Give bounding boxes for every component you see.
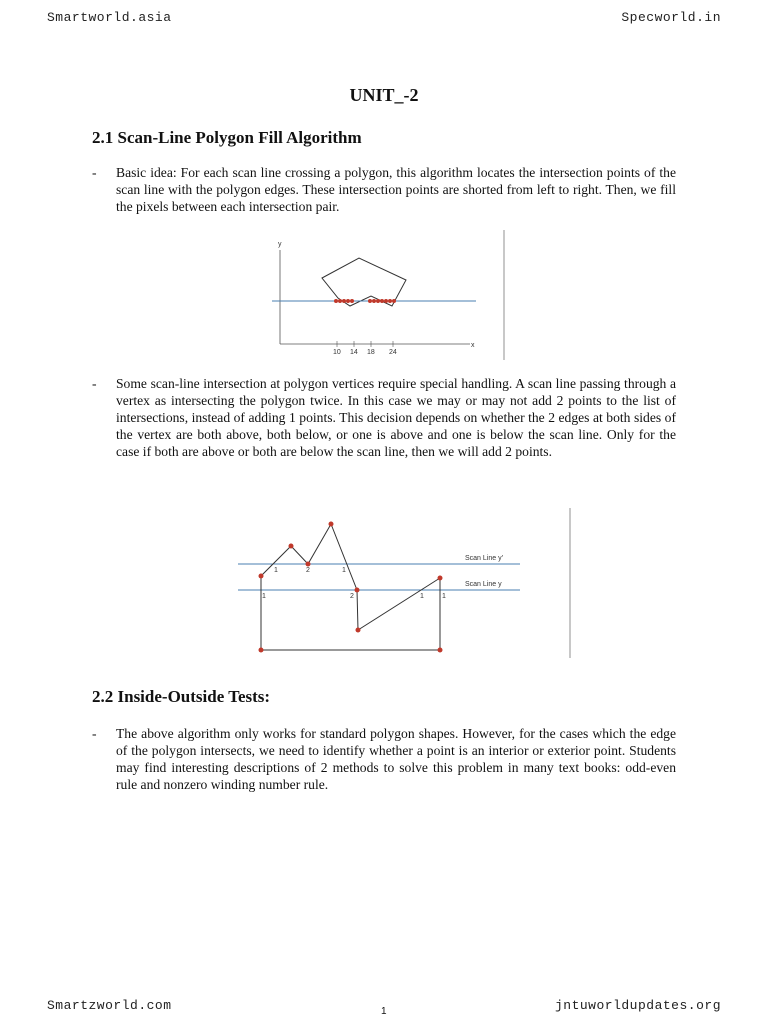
polygon <box>322 258 406 306</box>
scan-line-upper-label: Scan Line y' <box>465 555 503 562</box>
bullet-vertex-handling <box>92 375 676 460</box>
count-upper: 2 <box>306 567 310 574</box>
figure-scan-line-polygon <box>270 230 510 362</box>
footer-left-site: Smartzworld.com <box>47 998 172 1013</box>
section-title-inside-outside: 2.2 Inside-Outside Tests: <box>92 687 271 706</box>
vertex-dots <box>259 522 443 653</box>
bullet-text: Basic idea: For each scan line crossing a polygon, this algorithm locates the intersection points of the scan line with the polygon edges. These intersection points are shorted from left to right. Then, we fill the pixels between each intersection pair. <box>116 165 676 214</box>
section-title-scan-line: 2.1 Scan-Line Polygon Fill Algorithm <box>92 128 362 147</box>
bullet-inside-outside <box>92 725 676 793</box>
figure-vertex-intersections <box>236 506 576 662</box>
unit-title: UNIT_-2 <box>349 85 419 105</box>
x-axis-label: x <box>471 342 475 349</box>
count-lower: 1 <box>420 593 424 600</box>
footer-right-site: jntuworldupdates.org <box>554 998 721 1013</box>
count-upper: 1 <box>342 567 346 574</box>
polygon <box>261 524 440 650</box>
count-upper: 1 <box>274 567 278 574</box>
header-left-site: Smartworld.asia <box>47 10 172 25</box>
count-lower: 1 <box>262 593 266 600</box>
bullet-text: The above algorithm only works for standard polygon shapes. However, for the cases which the edge of the polygon intersects, we need to identify whether a point is an interior or exterior point. Students may find interesting descriptions of 2 methods to solve this problem in many text books: odd-even rule and nonzero winding number rule. <box>116 726 676 792</box>
bullet-dash: - <box>92 376 97 391</box>
y-axis-label: y <box>278 241 282 248</box>
scan-line-lower-label: Scan Line y <box>465 581 502 588</box>
bullet-dash: - <box>92 165 97 180</box>
bullet-basic-idea <box>92 164 676 215</box>
count-lower: 2 <box>350 593 354 600</box>
x-tick-label: 18 <box>367 349 375 356</box>
count-lower: 1 <box>442 593 446 600</box>
x-tick-label: 14 <box>350 349 358 356</box>
page-number: 1 <box>381 1006 387 1017</box>
x-tick-label: 10 <box>333 349 341 356</box>
header-right-site: Specworld.in <box>621 10 721 25</box>
bullet-text: Some scan-line intersection at polygon vertices require special handling. A scan line passing through a vertex as intersecting the polygon twice. In this case we may or may not add 2 points to the list of intersections, instead of adding 1 points. This decision depends on whether the 2 edges at both sides of the vertex are both above, both below, or one is above and one is below the scan line. Only for the case if both are above or both are below the scan line, then we will add 2 points. <box>116 376 676 459</box>
bullet-dash: - <box>92 726 97 741</box>
x-tick-label: 24 <box>389 349 397 356</box>
